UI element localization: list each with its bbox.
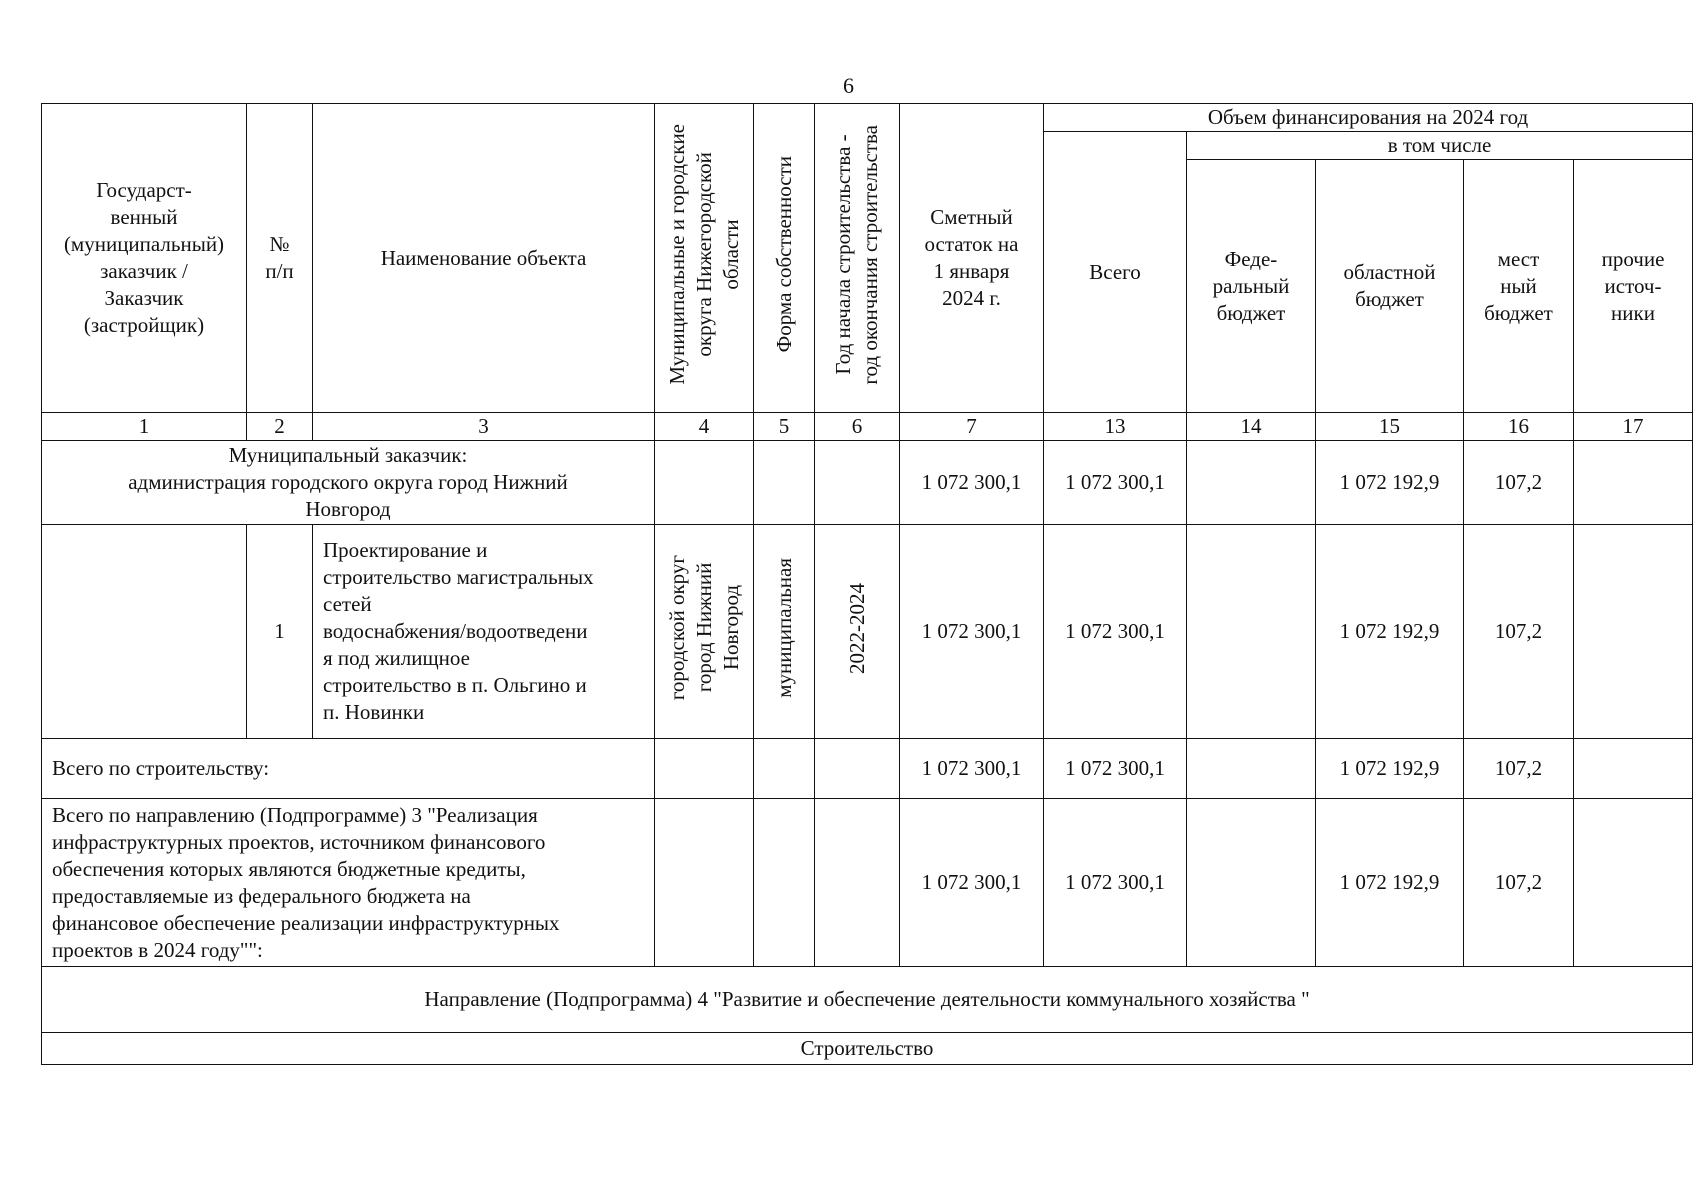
- header-district-text: Муниципальные и городские округа Нижегородской области: [664, 124, 743, 385]
- regional-value: 1 072 192,9: [1316, 441, 1464, 525]
- empty-cell: [754, 799, 815, 967]
- local-value: 107,2: [1464, 739, 1574, 799]
- object-row: [42, 525, 1693, 739]
- direction4-row: [42, 967, 1693, 1033]
- column-number: 6: [815, 413, 900, 441]
- column-number: 17: [1574, 413, 1693, 441]
- local-value: 107,2: [1464, 525, 1574, 739]
- remaining-value: 1 072 300,1: [900, 525, 1044, 739]
- empty-cell: [815, 739, 900, 799]
- header-years-text: Год начала строительства - год окончания строительства: [831, 124, 882, 385]
- column-number: 2: [247, 413, 313, 441]
- column-number: 5: [754, 413, 815, 441]
- header-district: [655, 104, 754, 413]
- empty-cell: [815, 799, 900, 967]
- construction-total-label: Всего по строительству:: [42, 739, 655, 799]
- regional-value: 1 072 192,9: [1316, 525, 1464, 739]
- header-num: № п/п: [247, 104, 313, 413]
- total-value: 1 072 300,1: [1044, 739, 1187, 799]
- regional-value: 1 072 192,9: [1316, 739, 1464, 799]
- header-remaining: Сметный остаток на 1 января 2024 г.: [900, 104, 1044, 413]
- object-ownership-text: муниципальная: [771, 558, 796, 698]
- empty-cell: [754, 739, 815, 799]
- header-regional: областной бюджет: [1316, 160, 1464, 413]
- customer-row: [42, 441, 1693, 525]
- header-ownership: [754, 104, 815, 413]
- column-number: 3: [313, 413, 655, 441]
- construction-total-row: [42, 739, 1693, 799]
- object-district-text: городской округ город Нижний Новгород: [664, 555, 743, 701]
- column-number: 14: [1187, 413, 1316, 441]
- regional-value: 1 072 192,9: [1316, 799, 1464, 967]
- federal-value: [1187, 441, 1316, 525]
- direction4-label: Направление (Подпрограмма) 4 "Развитие и обеспечение деятельности коммунального хозяйства ": [42, 967, 1693, 1033]
- object-years: [815, 525, 900, 739]
- object-name: Проектирование и строительство магистральных сетей водоснабжения/водоотведени я под жилищное строительство в п. Ольгино и п. Новинки: [313, 525, 655, 739]
- page-number: 6: [843, 73, 854, 98]
- header-financing: Объем финансирования на 2024 год: [1044, 104, 1693, 132]
- empty-cell: [655, 739, 754, 799]
- federal-value: [1187, 739, 1316, 799]
- direction-total-label: Всего по направлению (Подпрограмме) 3 "Реализация инфраструктурных проектов, источником финансового обеспечения которых являются бюджетные кредиты, предоставляемые из федерального бюджета на финансовое обеспечение реализации инфраструктурных проектов в 2024 году"":: [42, 799, 655, 967]
- header-local: мест ный бюджет: [1464, 160, 1574, 413]
- header-years: [815, 104, 900, 413]
- header-ownership-text: Форма собственности: [771, 156, 796, 353]
- other-value: [1574, 739, 1693, 799]
- total-value: 1 072 300,1: [1044, 799, 1187, 967]
- object-district: [655, 525, 754, 739]
- column-number: 1: [42, 413, 247, 441]
- header-federal: Феде- ральный бюджет: [1187, 160, 1316, 413]
- empty-cell: [754, 441, 815, 525]
- total-value: 1 072 300,1: [1044, 441, 1187, 525]
- empty-cell: [655, 799, 754, 967]
- customer-label: Муниципальный заказчик: администрация городского округа город Нижний Новгород: [42, 441, 655, 525]
- other-value: [1574, 441, 1693, 525]
- header-other: прочие источ- ники: [1574, 160, 1693, 413]
- remaining-value: 1 072 300,1: [900, 441, 1044, 525]
- other-value: [1574, 525, 1693, 739]
- column-number: 4: [655, 413, 754, 441]
- remaining-value: 1 072 300,1: [900, 799, 1044, 967]
- total-value: 1 072 300,1: [1044, 525, 1187, 739]
- financing-table: [41, 103, 1693, 1065]
- federal-value: [1187, 799, 1316, 967]
- object-years-text: 2022-2024: [844, 582, 869, 674]
- column-number: 7: [900, 413, 1044, 441]
- construction-header-row: [42, 1033, 1693, 1065]
- object-ownership: [754, 525, 815, 739]
- column-number: 15: [1316, 413, 1464, 441]
- other-value: [1574, 799, 1693, 967]
- object-num: 1: [247, 525, 313, 739]
- construction-header-label: Строительство: [42, 1033, 1693, 1065]
- empty-cell: [815, 441, 900, 525]
- federal-value: [1187, 525, 1316, 739]
- header-object-name: Наименование объекта: [313, 104, 655, 413]
- column-number: 16: [1464, 413, 1574, 441]
- empty-cell: [42, 525, 247, 739]
- remaining-value: 1 072 300,1: [900, 739, 1044, 799]
- column-number-row: [42, 413, 1693, 441]
- column-number: 13: [1044, 413, 1187, 441]
- header-including: в том числе: [1187, 132, 1693, 160]
- local-value: 107,2: [1464, 441, 1574, 525]
- empty-cell: [655, 441, 754, 525]
- header-total: Всего: [1044, 132, 1187, 413]
- local-value: 107,2: [1464, 799, 1574, 967]
- direction-total-row: [42, 799, 1693, 967]
- header-customer: Государст- венный (муниципальный) заказчик / Заказчик (застройщик): [42, 104, 247, 413]
